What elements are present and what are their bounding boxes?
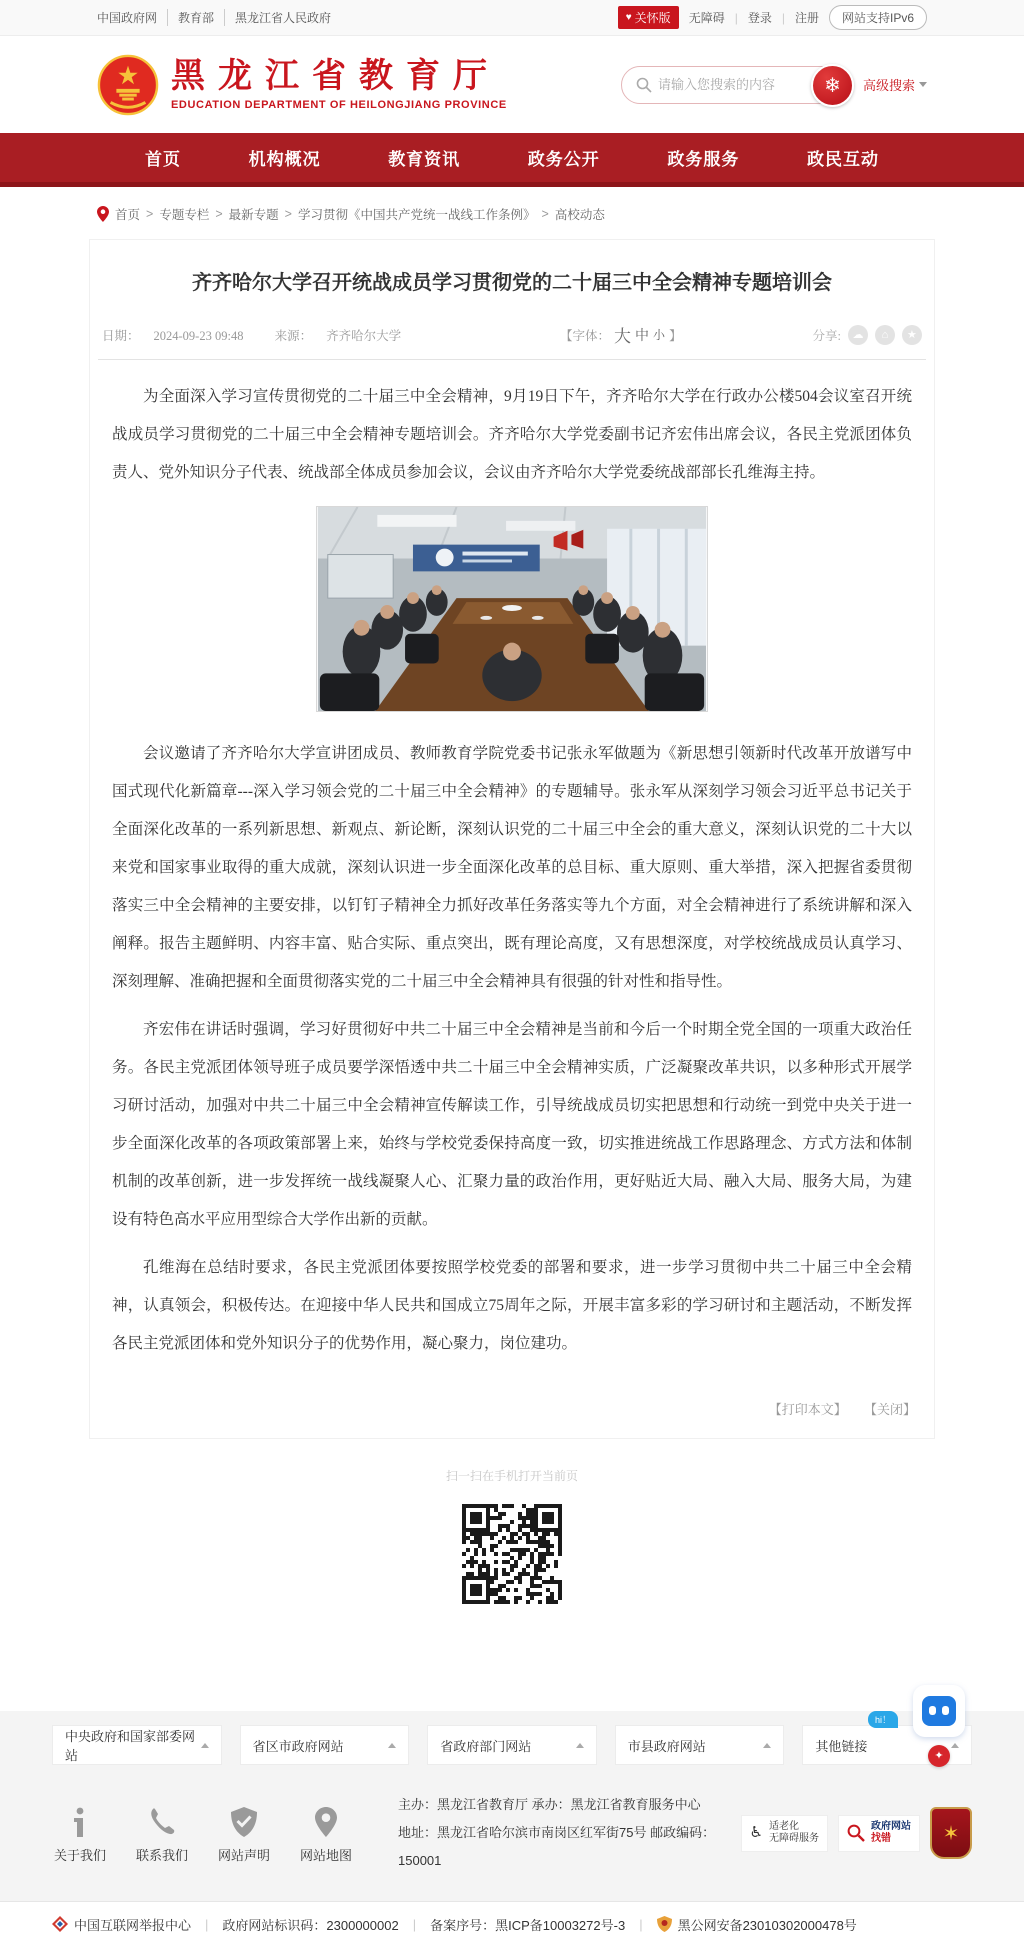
- footer-site-statement[interactable]: 网站声明: [216, 1803, 272, 1864]
- chevron-down-icon: [919, 82, 927, 87]
- breadcrumb: [0, 187, 1024, 233]
- footer-bottom-bar: [0, 1901, 1024, 1946]
- search-submit-button[interactable]: [811, 64, 854, 107]
- register-link[interactable]: 注册: [794, 11, 819, 25]
- footer-address-line: 地址：黑龙江省哈尔滨市南岗区红军街75号 邮政编码：150001: [398, 1825, 716, 1868]
- font-size-control: [560, 322, 682, 347]
- mascot-assistant[interactable]: [875, 1685, 976, 1767]
- accessibility-link[interactable]: 无障碍: [688, 11, 725, 25]
- nav-item-home[interactable]: 首页: [145, 150, 181, 169]
- breadcrumb-separator: >: [284, 207, 292, 221]
- paragraph: 齐宏伟在讲话时强调，学习好贯彻好中共二十届三中全会精神是当前和今后一个时期全党全国的一项重大政治任务。各民主党派团体领导班子成员要学深悟透中共二十届三中全会精神实质，广泛凝聚改革共识，以多种形式开展学习研讨活动，加强对中共二十届三中全会精神宣传解读工作，引导统战成员切实把思想和行动统一到党中央关于进一步全面深化改革的各项政策部署上来，始终与学校党委保持高度一致，切实推进统战工作思路理念、方式方法和体制机制的改革创新，进一步发挥统一战线凝聚人心、汇聚力量的政治作用，更好贴近大局、融入大局、服务大局，为建设有特色高水平应用型综合大学作出新的贡献。: [112, 1021, 912, 1228]
- qr-code: [452, 1494, 572, 1619]
- share-bar: [813, 325, 922, 345]
- site-error-report-badge[interactable]: 政府网站 找错: [838, 1815, 920, 1852]
- paragraph: 为全面深入学习宣传贯彻党的二十届三中全会精神，9月19日下午，齐齐哈尔大学在行政办公楼504会议室召开统战成员学习贯彻党的二十届三中全会精神专题培训会。齐齐哈尔大学党委副书记齐宏伟出席会议，各民主党派团体负责人、党外知识分子代表、统战部全体成员参加会议，会议由齐齐哈尔大学党委统战部部长孔维海主持。: [112, 388, 912, 481]
- mascot-bubble: hi！: [868, 1711, 898, 1728]
- advanced-search-label: 高级搜索: [862, 78, 915, 93]
- breadcrumb-special-columns[interactable]: 专题专栏: [159, 208, 210, 222]
- footer-contact-us[interactable]: 联系我们: [134, 1803, 190, 1864]
- site-logo[interactable]: [97, 54, 507, 116]
- wheelchair-icon: ♿: [749, 1823, 763, 1841]
- font-label-end: 】: [669, 328, 682, 343]
- floating-red-icon[interactable]: ✦: [928, 1745, 950, 1767]
- nav-item-edu-news[interactable]: 教育资讯: [388, 150, 461, 169]
- snowflake-icon: ❄: [824, 74, 841, 97]
- footer-about-us[interactable]: 关于我们: [52, 1803, 108, 1864]
- report-center-diamond-icon: [52, 1916, 68, 1932]
- care-heart-icon: ♥: [625, 12, 632, 23]
- icp-record-link[interactable]: 备案序号：黑ICP备10003272号-3: [430, 1917, 626, 1933]
- search-input[interactable]: [658, 77, 808, 92]
- article-source: 来源： 齐齐哈尔大学: [274, 328, 402, 343]
- internet-report-center-link[interactable]: 中国互联网举报中心: [52, 1915, 191, 1934]
- site-identifier-code: 政府网站标识码：2300000002: [222, 1917, 399, 1933]
- print-button[interactable]: 【打印本文】: [768, 1402, 847, 1417]
- divider: |: [639, 1916, 643, 1932]
- link-hlj-gov[interactable]: 黑龙江省人民政府: [235, 11, 332, 25]
- select-province-gov-sites[interactable]: 省区市政府网站: [240, 1725, 410, 1765]
- party-gov-emblem-badge[interactable]: [930, 1807, 972, 1859]
- gov-links: [97, 9, 341, 26]
- breadcrumb-latest-topics[interactable]: 最新专题: [228, 208, 279, 222]
- care-mode-button[interactable]: [618, 6, 679, 29]
- article-meta-bar: [98, 316, 926, 360]
- chevron-up-icon: [388, 1743, 396, 1748]
- care-mode-label: 关怀版: [634, 11, 671, 25]
- breadcrumb-separator: >: [541, 207, 549, 221]
- site-header: [0, 36, 1024, 133]
- footer-main: [52, 1775, 972, 1901]
- footer-host-line: 主办：黑龙江省教育厅 承办：黑龙江省教育服务中心: [398, 1797, 701, 1812]
- font-medium-button[interactable]: 中: [635, 328, 650, 344]
- map-pin-icon: [298, 1803, 354, 1837]
- site-title-en: EDUCATION DEPARTMENT OF HEILONGJIANG PROVINCE: [171, 99, 507, 112]
- ipv6-badge[interactable]: 网站支持IPv6: [829, 5, 927, 30]
- search-icon: [636, 77, 652, 93]
- link-china-gov[interactable]: 中国政府网: [97, 9, 168, 26]
- breadcrumb-separator: >: [146, 207, 154, 221]
- qr-caption: 扫一扫在手机打开当前页: [445, 1469, 578, 1483]
- wechat-share-icon[interactable]: ☁: [848, 325, 868, 345]
- qr-section: [0, 1467, 1024, 1619]
- site-title: 黑龙江省教育厅: [171, 56, 500, 95]
- article-body: [98, 360, 926, 1363]
- article-date: 日期： 2024-09-23 09:48: [102, 328, 244, 343]
- top-utility-bar: [0, 0, 1024, 36]
- advanced-search-button[interactable]: [863, 75, 927, 94]
- font-large-button[interactable]: 大: [614, 327, 632, 346]
- breadcrumb-united-front[interactable]: 学习贯彻《中国共产党统一战线工作条例》: [297, 208, 536, 222]
- breadcrumb-home[interactable]: 首页: [115, 208, 141, 222]
- gold-emblem-icon: ✶: [942, 1822, 960, 1845]
- article-container: [89, 239, 935, 1439]
- favorite-share-icon[interactable]: ★: [902, 325, 922, 345]
- breadcrumb-separator: >: [215, 207, 223, 221]
- nav-item-interaction[interactable]: 政民互动: [806, 150, 879, 169]
- chevron-up-icon: [201, 1743, 209, 1748]
- select-other-links[interactable]: 其他链接: [802, 1725, 972, 1765]
- elder-accessibility-badge[interactable]: ♿ 适老化 无障碍服务: [741, 1815, 828, 1852]
- chevron-up-icon: [763, 1743, 771, 1748]
- nav-item-gov-service[interactable]: 政务服务: [667, 150, 740, 169]
- select-city-county-sites[interactable]: 市县政府网站: [615, 1725, 785, 1765]
- select-central-gov-sites[interactable]: 中央政府和国家部委网站: [52, 1725, 222, 1765]
- font-label: 【字体：: [560, 328, 611, 343]
- qzone-share-icon[interactable]: ⌂: [875, 325, 895, 345]
- divider: |: [781, 10, 785, 25]
- link-moe[interactable]: 教育部: [168, 9, 225, 26]
- divider: |: [412, 1916, 417, 1932]
- divider: |: [734, 10, 738, 25]
- conference-room-image: [316, 506, 708, 712]
- nav-item-gov-open[interactable]: 政务公开: [527, 150, 600, 169]
- select-province-dept-sites[interactable]: 省政府部门网站: [427, 1725, 597, 1765]
- login-link[interactable]: 登录: [747, 11, 772, 25]
- chevron-up-icon: [576, 1743, 584, 1748]
- location-pin-icon: [97, 206, 109, 222]
- font-small-button[interactable]: 小: [653, 328, 666, 342]
- close-button[interactable]: 【关闭】: [863, 1402, 916, 1417]
- footer-site-map[interactable]: 网站地图: [298, 1803, 354, 1864]
- police-badge-icon: [657, 1916, 672, 1932]
- share-label: 分享:: [812, 328, 841, 343]
- national-emblem-icon: [97, 54, 159, 116]
- red-magnifier-icon: [847, 1824, 865, 1842]
- paragraph: 孔维海在总结时要求，各民主党派团体要按照学校党委的部署和要求，进一步学习贯彻中共二十届三中全会精神，认真领会，积极传达。在迎接中华人民共和国成立75周年之际，开展丰富多彩的学习研讨和主题活动，不断发挥各民主党派团体和党外知识分子的优势作用，凝心聚力，岗位建功。: [112, 1259, 912, 1352]
- nav-item-overview[interactable]: 机构概况: [248, 150, 321, 169]
- search-bar: [621, 66, 853, 104]
- footer-link-selects: [52, 1711, 972, 1775]
- breadcrumb-university-news[interactable]: 高校动态: [554, 208, 605, 222]
- info-icon: [52, 1803, 108, 1837]
- footer: [0, 1711, 1024, 1946]
- divider: |: [205, 1916, 209, 1932]
- paragraph: 会议邀请了齐齐哈尔大学宣讲团成员、教师教育学院党委书记张永军做题为《新思想引领新时代改革开放谱写中国式现代化新篇章---深入学习领会党的二十届三中全会精神》的专题辅导。张永军从深刻学习领会习近平总书记关于全面深化改革的一系列新思想、新观点、新论断，深刻认识党的二十届三中全会的重大意义，深刻认识党的二十大以来党和国家事业取得的重大成就，深刻认识进一步全面深化改革的总目标、重大原则、重大举措，深入把握省委贯彻落实三中全会精神的主要安排，以钉钉子精神全力抓好改革任务落实等九个方面，对全会精神进行了系统讲解和深入阐释。报告主题鲜明、内容丰富、贴合实际、重点突出，既有理论高度，又有思想深度，对学校统战成员认真学习、深刻理解、准确把握和全面贯彻落实党的二十届三中全会精神具有很强的针对性和指导性。: [112, 745, 912, 990]
- main-nav: [0, 133, 1024, 187]
- police-record-link[interactable]: 黑公网安备23010302000478号: [657, 1915, 857, 1934]
- shield-check-icon: [216, 1803, 272, 1837]
- meeting-photo: [112, 506, 912, 717]
- robot-mascot-icon: [922, 1696, 956, 1726]
- page-title: 齐齐哈尔大学召开统战成员学习贯彻党的二十届三中全会精神专题培训会: [192, 272, 832, 294]
- phone-icon: [134, 1803, 190, 1837]
